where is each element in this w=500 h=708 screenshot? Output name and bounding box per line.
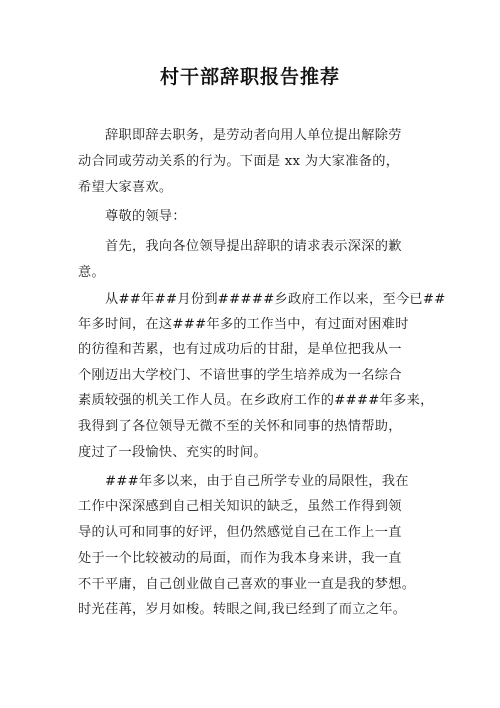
paragraph-line: 工作中深深感到自己相关知识的缺乏，虽然工作得到领 [78, 499, 402, 514]
paragraph-line: 度过了一段愉快、充实的时间。 [78, 445, 267, 460]
paragraph-line: 时光荏苒，岁月如梭。转眼之间,我已经到了而立之年。 [78, 602, 407, 617]
paragraph-line: 年多时间，在这###年多的工作当中，有过面对困难时 [78, 317, 409, 332]
paragraph-line: 尊敬的领导： [78, 209, 186, 224]
paragraph-line: 意。 [78, 265, 105, 280]
paragraph-line: 个刚迈出大学校门、不谙世事的学生培养成为一名综合 [78, 368, 402, 383]
paragraph-line: 导的认可和同事的好评，但仍然感觉自己在工作上一直 [78, 525, 402, 540]
paragraph-line: 的彷徨和苦累，也有过成功后的甘甜，是单位把我从一 [78, 342, 402, 357]
paragraph-line: ###年多以来，由于自己所学专业的局限性，我在 [78, 474, 409, 489]
paragraph-line: 首先，我向各位领导提出辞职的请求表示深深的歉 [78, 239, 402, 254]
paragraph-line: 辞职即辞去职务，是劳动者向用人单位提出解除劳 [78, 128, 402, 143]
paragraph-line: 素质较强的机关工作人员。在乡政府工作的####年多来， [78, 393, 434, 408]
paragraph-line: 从##年##月份到#####乡政府工作以来，至今已## [78, 292, 446, 307]
paragraph-line: 不干平庸，自己创业做自己喜欢的事业一直是我的梦想。 [78, 577, 416, 592]
document-title: 村干部辞职报告推荐 [159, 66, 340, 88]
paragraph-line: 动合同或劳动关系的行为。下面是 xx 为大家准备的， [78, 154, 400, 169]
paragraph-line: 希望大家喜欢。 [78, 180, 173, 195]
paragraph-line: 处于一个比较被动的局面，而作为我本身来讲，我一直 [78, 551, 402, 566]
paragraph-line: 我得到了各位领导无微不至的关怀和同事的热情帮助， [78, 419, 402, 434]
